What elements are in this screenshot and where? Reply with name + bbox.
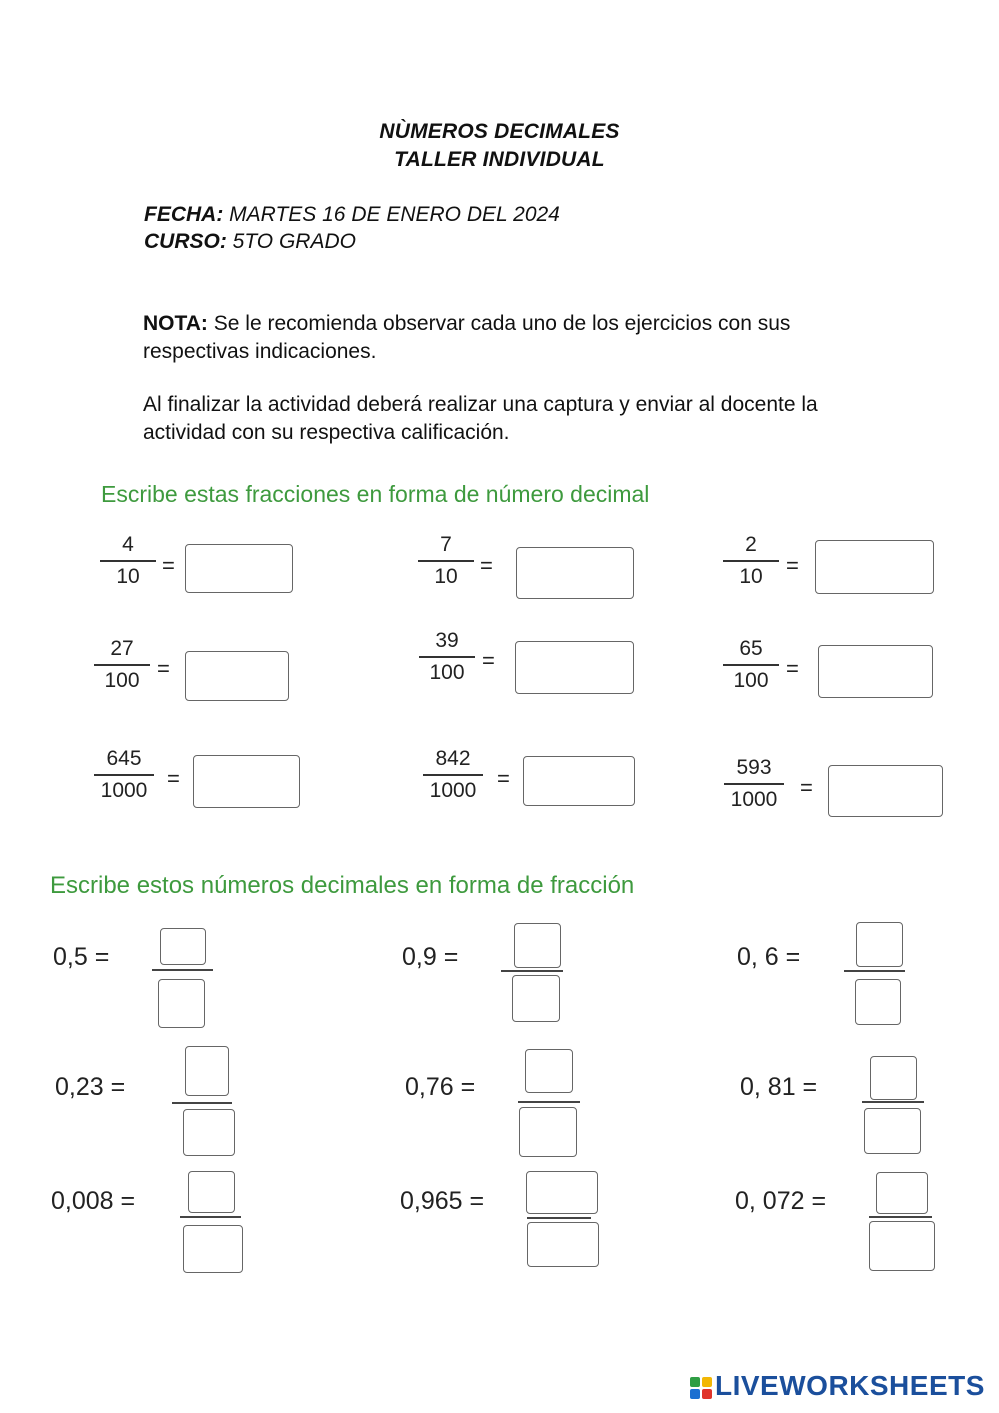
equals-sign: = (157, 656, 170, 681)
liveworksheets-logo (690, 1370, 985, 1402)
curso-value: 5TO GRADO (226, 230, 356, 253)
numerator-box-0-6[interactable] (856, 922, 903, 967)
fraction-bar (862, 1101, 924, 1103)
decimal-0-5: 0,5 = (53, 943, 110, 971)
nota-paragraph (143, 310, 863, 366)
decimal-0-81: 0, 81 = (740, 1073, 818, 1101)
denominator-box-0-23[interactable] (183, 1109, 235, 1156)
equals-sign: = (482, 648, 495, 673)
denominator-box-0-072[interactable] (869, 1221, 935, 1271)
decimal-0-23: 0,23 = (55, 1073, 126, 1101)
denominator: 100 (104, 668, 140, 692)
equals-sign: = (480, 553, 493, 578)
page-subtitle: TALLER INDIVIDUAL (394, 148, 605, 171)
answer-box-27-100[interactable] (185, 651, 289, 701)
numerator-box-0-23[interactable] (185, 1046, 229, 1096)
fraction-bar (172, 1102, 232, 1104)
answer-box-39-100[interactable] (515, 641, 634, 694)
fraction-842-1000 (421, 747, 485, 803)
answer-box-4-10[interactable] (185, 544, 293, 593)
fraction-39-100 (417, 629, 477, 685)
numerator: 39 (435, 629, 459, 652)
decimal-0-072: 0, 072 = (735, 1187, 827, 1215)
numerator-box-0-965[interactable] (526, 1171, 598, 1214)
fraction-bar (527, 1217, 591, 1219)
fraction-645-1000 (92, 747, 156, 803)
denominator: 10 (434, 564, 458, 588)
fraction-27-100 (92, 637, 152, 693)
answer-box-645-1000[interactable] (193, 755, 300, 808)
fraction-bar (844, 970, 905, 972)
denominator: 10 (739, 564, 763, 588)
fecha-value: MARTES 16 DE ENERO DEL 2024 (223, 203, 560, 226)
fraction-4-10 (98, 533, 158, 589)
nota-text: Se le recomienda observar cada uno de los ejercicios con sus respectivas indicaciones. (143, 312, 791, 363)
denominator-box-0-965[interactable] (527, 1222, 599, 1267)
denominator-box-0-008[interactable] (183, 1225, 243, 1273)
decimal-0-008: 0,008 = (51, 1187, 136, 1215)
decimal-0-76: 0,76 = (405, 1073, 476, 1101)
numerator-box-0-072[interactable] (876, 1172, 928, 1214)
fraction-bar (180, 1216, 241, 1218)
decimal-0-6: 0, 6 = (737, 943, 801, 971)
fraction-bar (869, 1216, 932, 1218)
answer-box-2-10[interactable] (815, 540, 934, 594)
fraction-bar (501, 970, 563, 972)
equals-sign: = (497, 766, 510, 791)
denominator-box-0-81[interactable] (864, 1108, 921, 1154)
fraction-7-10 (416, 533, 476, 589)
page-title: NÙMEROS DECIMALES (379, 120, 620, 143)
decimal-0-9: 0,9 = (402, 943, 459, 971)
numerator: 2 (745, 533, 757, 556)
fecha-line (144, 203, 560, 227)
denominator: 100 (733, 668, 769, 692)
answer-box-7-10[interactable] (516, 547, 634, 599)
numerator: 593 (736, 756, 772, 779)
numerator: 842 (435, 747, 471, 770)
fraction-2-10 (721, 533, 781, 589)
numerator: 7 (440, 533, 452, 556)
fraction-bar (152, 969, 213, 971)
equals-sign: = (162, 553, 175, 578)
denominator: 1000 (100, 778, 148, 802)
equals-sign: = (786, 656, 799, 681)
brand-name: LIVEWORKSHEETS (715, 1370, 985, 1401)
denominator: 100 (429, 660, 465, 684)
nota-label: NOTA: (143, 312, 208, 335)
fraction-bar (518, 1101, 580, 1103)
denominator-box-0-9[interactable] (512, 975, 560, 1022)
fraction-65-100 (721, 637, 781, 693)
section1-heading: Escribe estas fracciones en forma de número decimal (101, 481, 650, 507)
answer-box-65-100[interactable] (818, 645, 933, 698)
answer-box-593-1000[interactable] (828, 765, 943, 817)
numerator-box-0-81[interactable] (870, 1056, 917, 1100)
section2-heading: Escribe estos números decimales en forma de fracción (50, 872, 635, 899)
numerator-box-0-76[interactable] (525, 1049, 573, 1093)
numerator-box-0-9[interactable] (514, 923, 561, 968)
denominator: 1000 (730, 787, 778, 811)
decimal-0-965: 0,965 = (400, 1187, 485, 1215)
numerator: 27 (110, 637, 134, 660)
answer-box-842-1000[interactable] (523, 756, 635, 806)
numerator: 65 (739, 637, 763, 660)
denominator-box-0-76[interactable] (519, 1107, 577, 1157)
numerator: 645 (106, 747, 142, 770)
fraction-593-1000 (722, 756, 786, 812)
numerator: 4 (122, 533, 134, 556)
equals-sign: = (800, 775, 813, 800)
denominator-box-0-6[interactable] (855, 979, 901, 1025)
denominator-box-0-5[interactable] (158, 979, 205, 1028)
curso-label: CURSO: (144, 230, 227, 253)
equals-sign: = (786, 553, 799, 578)
denominator: 10 (116, 564, 140, 588)
denominator: 1000 (429, 778, 477, 802)
equals-sign: = (167, 766, 180, 791)
numerator-box-0-008[interactable] (188, 1171, 235, 1213)
fecha-label: FECHA: (144, 203, 224, 226)
final-paragraph: Al finalizar la actividad deberá realizar una captura y enviar al docente la actividad con su respectiva calificación. (143, 393, 818, 444)
curso-line (144, 230, 356, 254)
numerator-box-0-5[interactable] (160, 928, 206, 965)
liveworksheets-logo-icon (690, 1377, 712, 1399)
